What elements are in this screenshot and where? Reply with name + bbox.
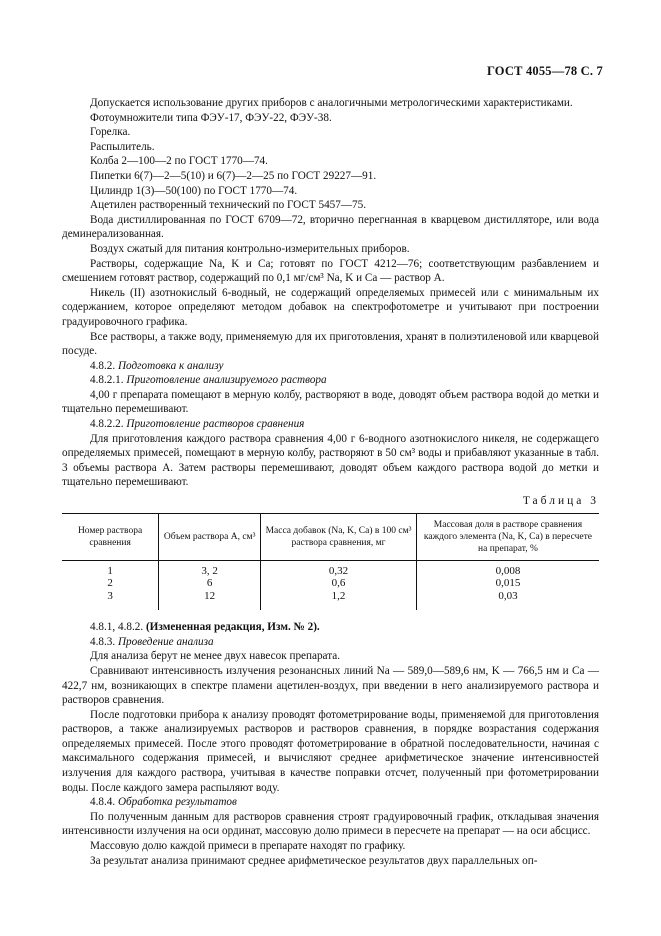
paragraph: Пипетки 6(7)—2—5(10) и 6(7)—2—25 по ГОСТ 29227—91. <box>90 169 377 182</box>
table-cell: 6 <box>159 577 261 590</box>
table-cell: 0,008 <box>416 560 599 577</box>
paragraph: За результат анализа принимают среднее арифметическое результатов двух параллельных оп- <box>90 854 538 867</box>
paragraph: Массовую долю каждой примеси в препарате находят по графику. <box>90 840 406 853</box>
table-row <box>62 577 599 590</box>
paragraph: Колба 2—100—2 по ГОСТ 1770—74. <box>90 155 268 168</box>
data-table <box>62 513 599 611</box>
paragraph: Для анализа берут не менее двух навесок препарата. <box>90 650 341 663</box>
paragraph: Для приготовления каждого раствора сравнения 4,00 г 6-водного азотнокислого никеля, не содержащего определяемых примесей, помещают в мерную колбу, растворяют в 50 см³ воды и прибавляют указанные в табл. 3 объемы раствора А. Затем растворы перемешивают, доводят объем каждого раствора водой до метки и тщательно перемешивают. <box>62 432 599 489</box>
section-title: Проведение анализа <box>117 635 214 648</box>
table-cell: 12 <box>159 590 261 611</box>
table-cell: 0,32 <box>261 560 417 577</box>
section-heading-4-8-2 <box>62 359 599 374</box>
edit-note <box>62 620 599 635</box>
table-cell: 1,2 <box>261 590 417 611</box>
paragraph: Распылитель. <box>90 140 155 153</box>
paragraph: Фотоумножители типа ФЭУ-17, ФЭУ-22, ФЭУ-38. <box>90 111 332 124</box>
table-cell: 1 <box>107 564 113 577</box>
table-header-cell: Массовая доля в растворе сравнения каждого элемента (Na, K, Ca) в пересчете на препарат, % <box>416 513 599 560</box>
table-header-cell: Масса добавок (Na, K, Ca) в 100 см³ раствора сравнения, мг <box>261 513 417 560</box>
section-title: Приготовление анализируемого раствора <box>126 374 327 387</box>
section-number: 4.8.4. <box>90 796 116 809</box>
paragraph: Допускается использование других приборов с аналогичными метрологическими характеристиками. <box>90 97 573 109</box>
edit-note-text: (Измененная редакция, Изм. № 2). <box>145 621 320 634</box>
table-cell: 0,015 <box>416 577 599 590</box>
section-heading-4-8-4 <box>62 795 599 810</box>
paragraph: Воздух сжатый для питания контрольно-измерительных приборов. <box>90 242 410 255</box>
table-row <box>62 560 599 577</box>
paragraph: Сравнивают интенсивность излучения резонансных линий Na — 589,0—589,6 нм, K — 766,5 нм и Са — 422,7 нм, возникающих в спектре пламени ацетилен-воздух, при введении в него анализируемого раствора и растворов сравнения. <box>62 664 599 707</box>
page-header: ГОСТ 4055—78 С. 7 <box>486 64 603 78</box>
table-header-cell: Объем раствора А, см³ <box>159 513 261 560</box>
paragraph: Все растворы, а также воду, применяемую для их приготовления, хранят в полиэтиленовой или кварцевой посуде. <box>62 330 599 358</box>
section-heading-4-8-3 <box>62 635 599 650</box>
paragraph: Вода дистиллированная по ГОСТ 6709—72, вторично перегнанная в кварцевом дистилляторе, или вода деминерализованная. <box>62 213 599 241</box>
table-caption: Таблица 3 <box>522 495 599 508</box>
paragraph: По полученным данным для растворов сравнения строят градуировочный график, откладывая значения интенсивности излучения на оси ординат, массовую долю примеси в пересчете на препарат — на оси абсцисс. <box>62 810 599 838</box>
paragraph: 4,00 г препарата помещают в мерную колбу, растворяют в воде, доводят объем раствора водой до метки и тщательно перемешивают. <box>62 388 599 416</box>
table-cell: 3 <box>107 589 113 602</box>
section-title: Обработка результатов <box>117 796 237 809</box>
paragraph: Горелка. <box>90 126 131 139</box>
section-title: Приготовление растворов сравнения <box>126 418 305 431</box>
table-header-cell: Номер раствора сравнения <box>62 513 159 560</box>
paragraph: Никель (II) азотнокислый 6-водный, не содержащий определяемых примесей или с минимальным их содержанием, которое определяют методом добавок на спектрофотометре и учитывают при построении градуировочного графика. <box>62 286 599 328</box>
section-number: 4.8.2.1. <box>90 374 124 387</box>
table-row <box>62 590 599 611</box>
section-heading-4-8-2-1 <box>62 373 599 388</box>
section-number: 4.8.3. <box>90 635 116 648</box>
table-cell: 0,6 <box>261 577 417 590</box>
table-cell: 3, 2 <box>159 560 261 577</box>
paragraph: После подготовки прибора к анализу проводят фотометрирование воды, применяемой для приготовления растворов, а также анализируемых растворов и растворов сравнения, в порядке возрастания содержания определяемых примесей. После этого проводят фотометрирование в обратной последовательности, начиная с максимального содержания примесей, и вычисляют среднее арифметическое значение интенсивностей излучения для каждого раствора, учитывая в качестве поправки отсчет, полученный при фотометрировании воды. После каждого замера распыляют воду. <box>62 708 599 794</box>
edit-note-prefix: 4.8.1, 4.8.2. <box>90 621 144 634</box>
document-body <box>62 96 599 868</box>
section-number: 4.8.2. <box>90 359 116 372</box>
table-cell: 2 <box>107 577 113 590</box>
table-cell: 0,03 <box>416 590 599 611</box>
section-heading-4-8-2-2 <box>62 417 599 432</box>
section-title: Подготовка к анализу <box>117 359 224 372</box>
paragraph: Цилиндр 1(3)—50(100) по ГОСТ 1770—74. <box>90 184 298 197</box>
section-number: 4.8.2.2. <box>90 418 124 431</box>
paragraph: Растворы, содержащие Na, K и Са; готовят по ГОСТ 4212—76; соответствующим разбавлением и смешением готовят раствор, содержащий по 0,1 мг/см³ Na, K и Са — раствор А. <box>62 257 599 285</box>
paragraph: Ацетилен растворенный технический по ГОСТ 5457—75. <box>90 199 367 212</box>
